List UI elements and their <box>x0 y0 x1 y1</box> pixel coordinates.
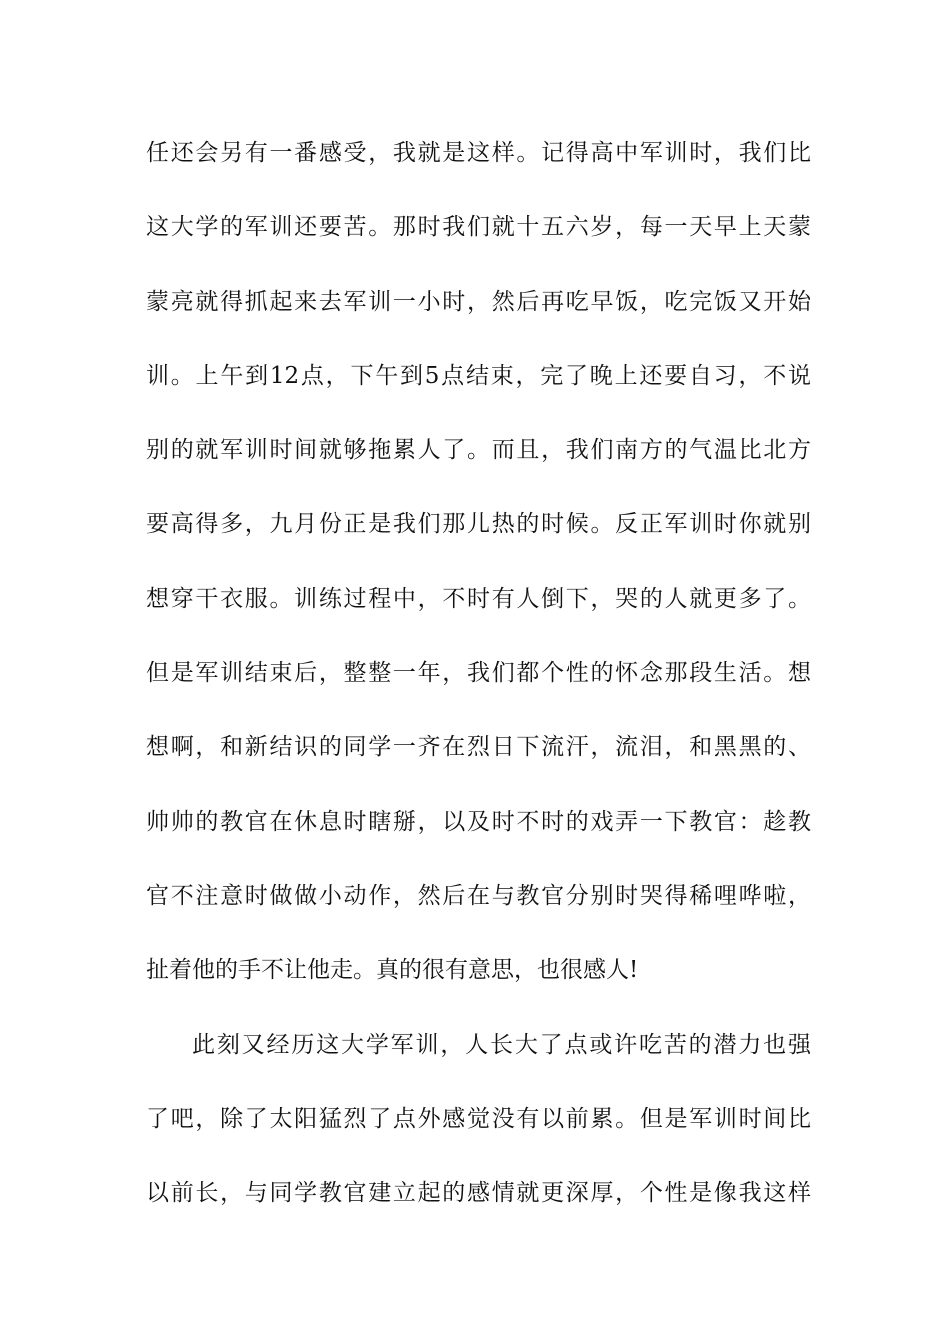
text-line: 扯着他的手不让他走。真的很有意思，也很感人! <box>146 957 639 984</box>
text-line: 以前长，与同学教官建立起的感情就更深厚，个性是像我这样 <box>146 1180 811 1207</box>
text-line: 别的就军训时间就够拖累人了。而且，我们南方的气温比北方 <box>146 437 811 464</box>
text-line: 要高得多，九月份正是我们那儿热的时候。反正军训时你就别 <box>146 511 811 538</box>
text-line: 这大学的军训还要苦。那时我们就十五六岁，每一天早上天蒙 <box>146 214 811 241</box>
text-line: 此刻又经历这大学军训，人长大了点或许吃苦的潜力也强 <box>192 1031 811 1058</box>
text-line: 但是军训结束后，整整一年，我们都个性的怀念那段生活。想 <box>146 660 811 687</box>
body-text <box>146 130 811 1244</box>
text-line: 想穿干衣服。训练过程中，不时有人倒下，哭的人就更多了。 <box>146 585 811 612</box>
text-line: 想啊，和新结识的同学一齐在烈日下流汗，流泪，和黑黑的、 <box>146 734 811 761</box>
text-line: 训。上午到12点，下午到5点结束，完了晚上还要自习，不说 <box>146 362 811 389</box>
text-line: 蒙亮就得抓起来去军训一小时，然后再吃早饭，吃完饭又开始 <box>146 288 811 315</box>
text-line: 任还会另有一番感受，我就是这样。记得高中军训时，我们比 <box>146 140 811 166</box>
text-line: 官不注意时做做小动作，然后在与教官分别时哭得稀哩哗啦， <box>146 882 811 909</box>
text-line: 帅帅的教官在休息时瞎掰，以及时不时的戏弄一下教官：趁教 <box>146 808 811 835</box>
text-line: 了吧，除了太阳猛烈了点外感觉没有以前累。但是军训时间比 <box>146 1105 811 1132</box>
